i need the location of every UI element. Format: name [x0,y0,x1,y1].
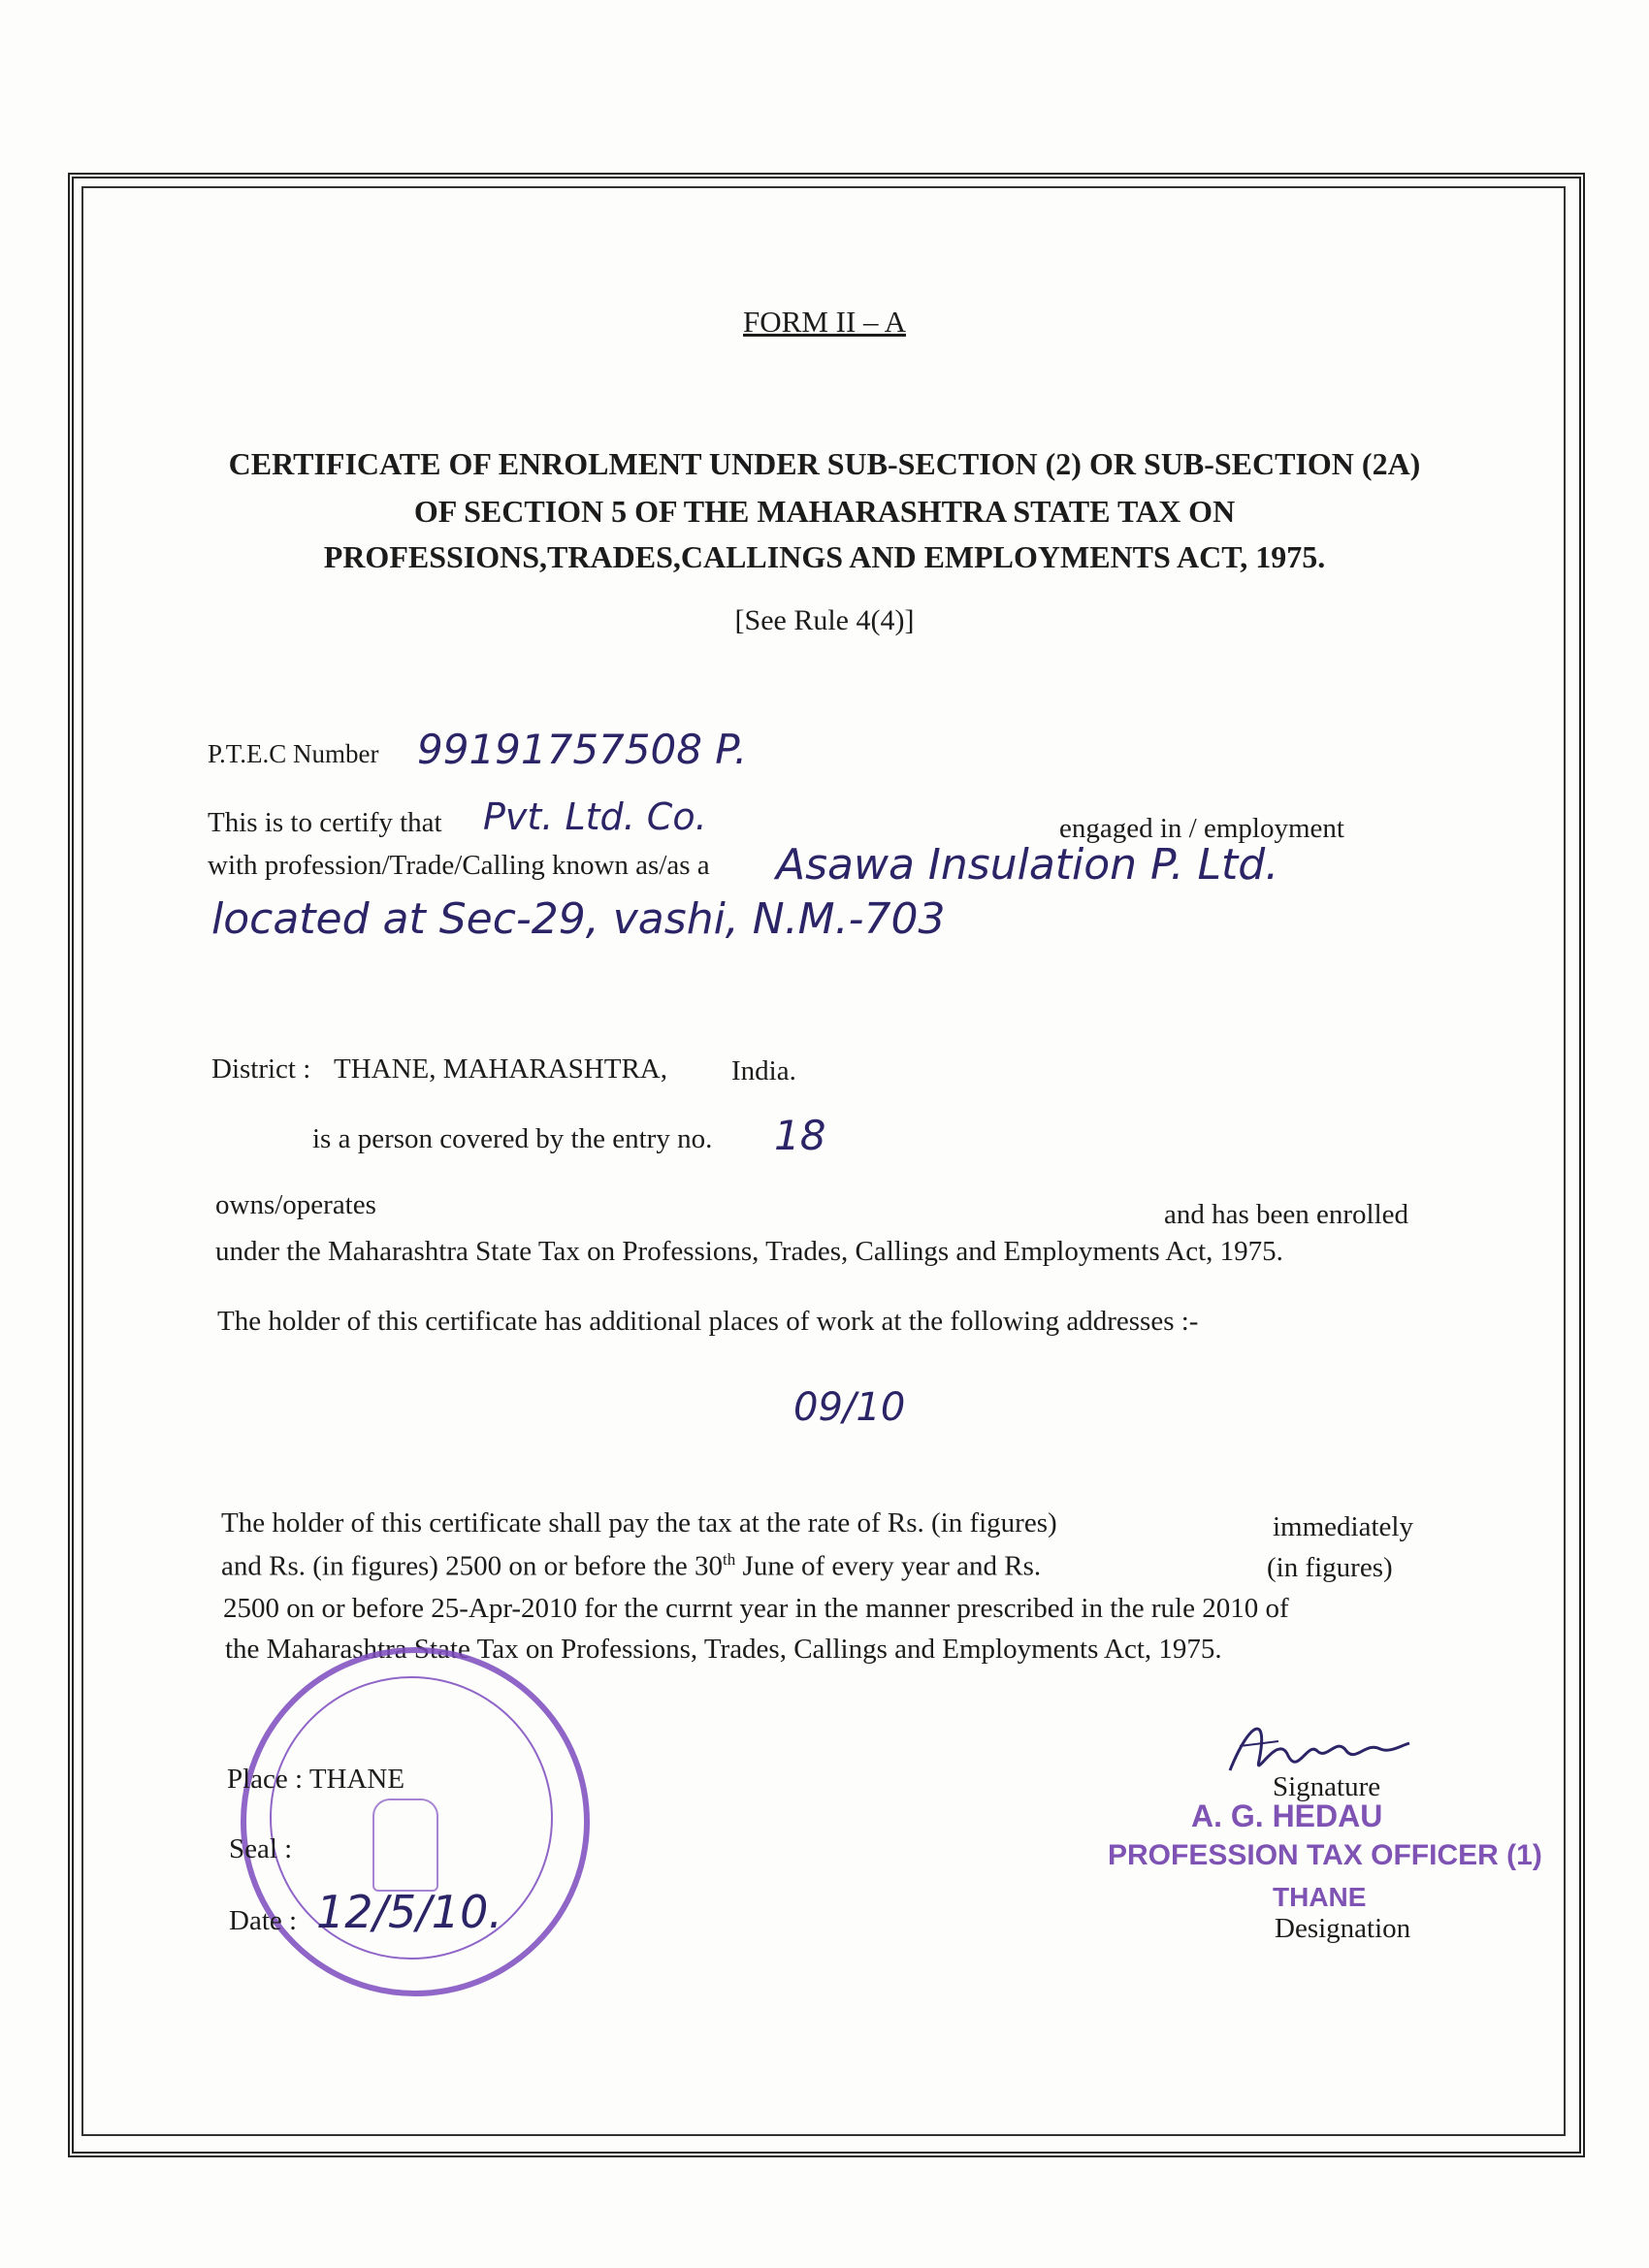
officer-name: A. G. HEDAU [1191,1798,1383,1833]
heading-line-3: PROFESSIONS,TRADES,CALLINGS AND EMPLOYMENTS ACT, 1975. [323,539,1326,574]
tax-line-1: The holder of this certificate shall pay the tax at the rate of Rs. (in figures) [221,1507,1057,1539]
official-stamp [241,1647,590,1996]
entry-number: 18 [774,1112,826,1159]
enrolled-text: and has been enrolled [1164,1199,1409,1230]
tax-line-3: 2500 on or before 25-Apr-2010 for the currnt year in the manner prescribed in the rule 2010 of [223,1593,1289,1624]
additional-handwritten: 09/10 [793,1385,906,1430]
emblem-icon [372,1798,438,1892]
form-title: FORM II – A [743,305,906,339]
heading-line-2: OF SECTION 5 OF THE MAHARASHTRA STATE TAX ON [413,494,1236,529]
entry-text: is a person covered by the entry no. [312,1123,713,1154]
place-label: Place : THANE [227,1764,405,1795]
district-country: India. [731,1055,796,1086]
signature-label: Signature [1273,1771,1381,1802]
owns-label: owns/operates [215,1189,376,1220]
tax-line-1-right: immediately [1273,1511,1413,1542]
certify-prefix: This is to certify that [208,807,442,838]
ptec-label: P.T.E.C Number [208,739,379,768]
date-value: 12/5/10. [316,1886,502,1938]
additional-places-text: The holder of this certificate has additional places of work at the following addresses :- [217,1306,1199,1337]
tax-line-2: and Rs. (in figures) 2500 on or before the 30th June of every year and Rs. [221,1550,1042,1582]
district-value: THANE, MAHARASHTRA, [334,1053,667,1085]
seal-label: Seal : [229,1833,293,1864]
district-label: District : [211,1053,311,1085]
rule-reference: [See Rule 4(4)] [734,604,915,636]
date-label: Date : [229,1905,298,1936]
ptec-number: 99191757508 P. [417,726,748,773]
tax-line-2-right: (in figures) [1267,1552,1393,1583]
officer-title: PROFESSION TAX OFFICER (1) [1108,1839,1542,1871]
tax-line-4: the Maharashtra State Tax on Professions, Trades, Callings and Employments Act, 1975. [225,1634,1222,1665]
act-line: under the Maharashtra State Tax on Professions, Trades, Callings and Employments Act, 1975. [215,1236,1283,1267]
business-location: located at Sec-29, vashi, N.M.-703 [211,894,946,944]
designation-label: Designation [1275,1913,1411,1944]
heading-line-1: CERTIFICATE OF ENROLMENT UNDER SUB-SECTION (2) OR SUB-SECTION (2A) [228,446,1421,481]
engaged-text: engaged in / employment [1059,813,1344,844]
business-name: Asawa Insulation P. Ltd. [776,840,1279,890]
certified-name: Pvt. Ltd. Co. [483,795,707,838]
officer-place: THANE [1273,1882,1367,1912]
profession-prefix: with profession/Trade/Calling known as/as a [208,850,710,881]
